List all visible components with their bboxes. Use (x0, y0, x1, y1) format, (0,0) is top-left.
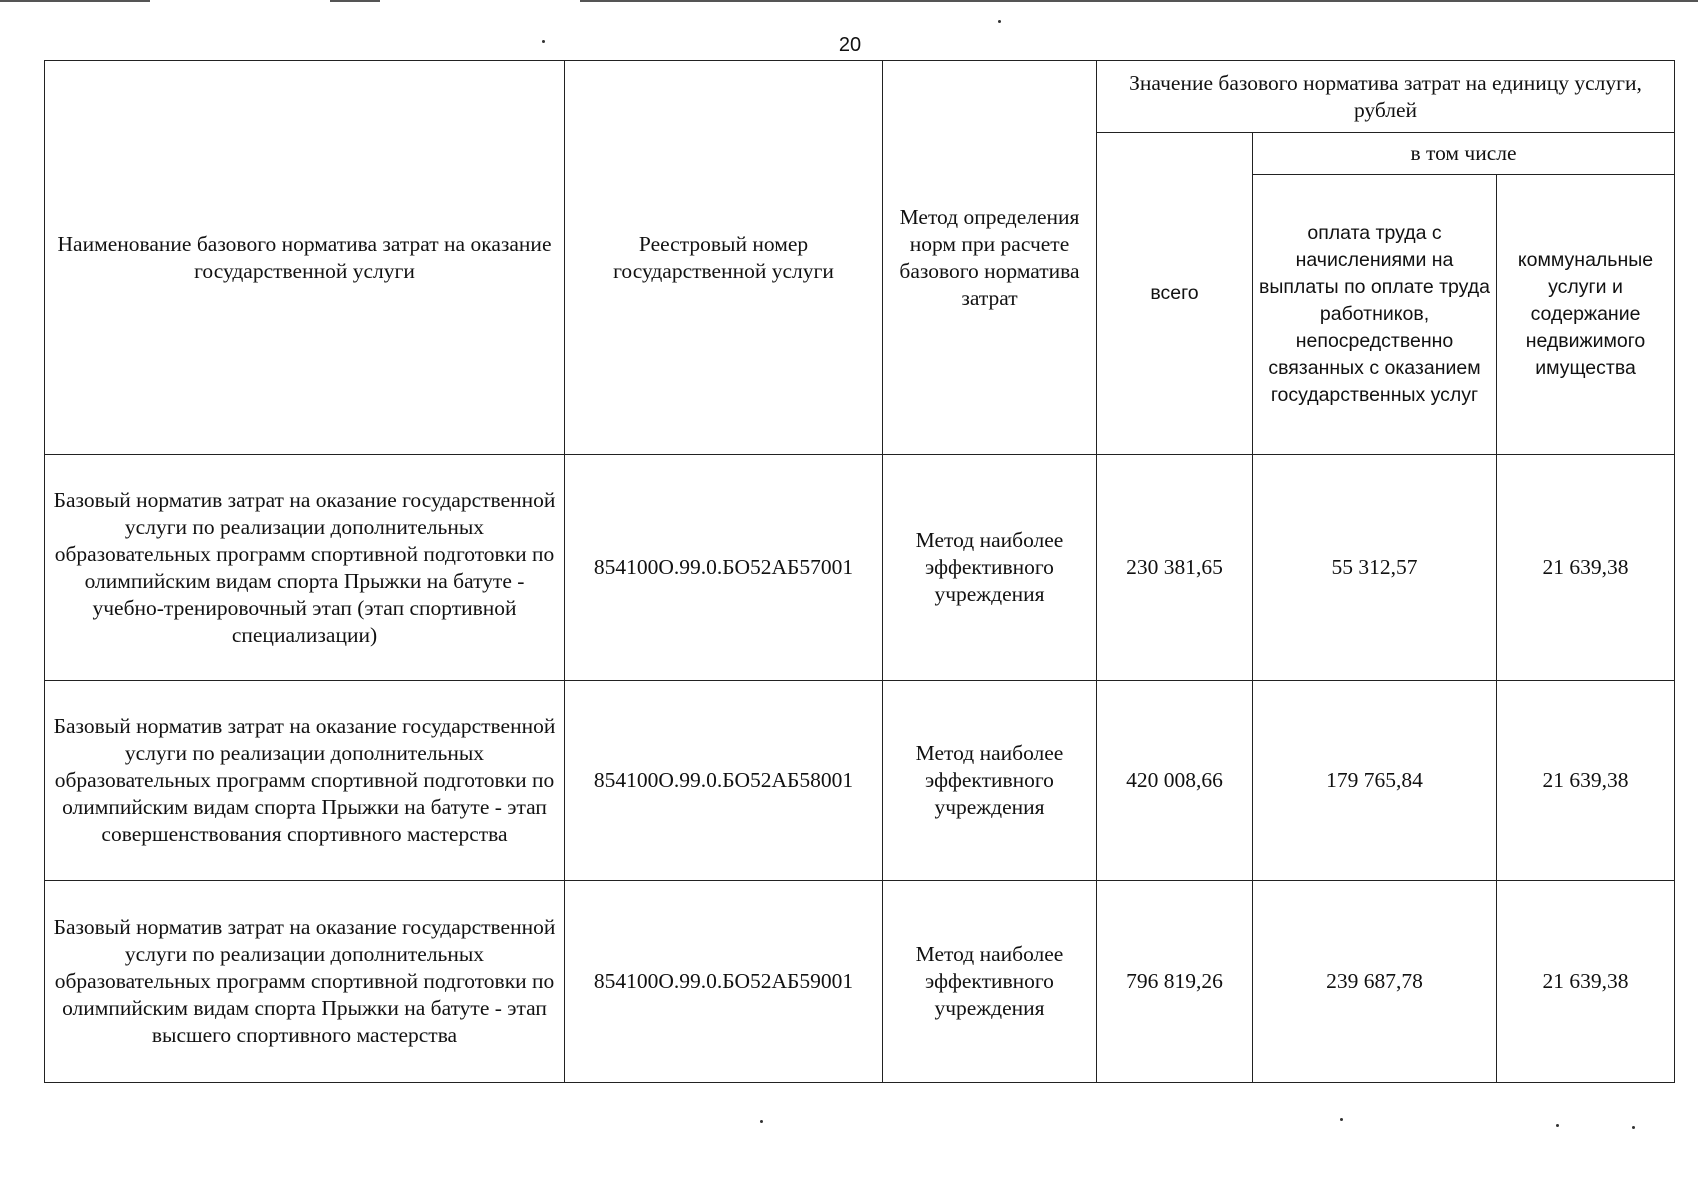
scan-speck (998, 20, 1001, 23)
scan-speck (760, 1120, 763, 1123)
table-row (45, 881, 1675, 1083)
cell-method: Метод наиболее эффективного учреждения (883, 681, 1097, 881)
scan-speck (542, 40, 545, 43)
scan-speck (1556, 1124, 1559, 1127)
scan-edge-line (0, 0, 150, 2)
header-method: Метод определения норм при расчете базового норматива затрат (883, 61, 1097, 455)
header-utilities: коммунальные услуги и содержание недвижимого имущества (1497, 175, 1675, 455)
header-registry: Реестровый номер государственной услуги (565, 61, 883, 455)
header-value-group: Значение базового норматива затрат на единицу услуги, рублей (1097, 61, 1675, 133)
cell-name: Базовый норматив затрат на оказание государственной услуги по реализации дополнительных образовательных программ спортивной подготовки по олимпийским видам спорта Прыжки на батуте - учебно-тренировочный этап (этап спортивной специализации) (45, 455, 565, 681)
cell-method: Метод наиболее эффективного учреждения (883, 455, 1097, 681)
scan-speck (1340, 1118, 1343, 1121)
cell-name: Базовый норматив затрат на оказание государственной услуги по реализации дополнительных образовательных программ спортивной подготовки по олимпийским видам спорта Прыжки на батуте - этап совершенствования спортивного мастерства (45, 681, 565, 881)
cell-total: 230 381,65 (1097, 455, 1253, 681)
cell-utilities: 21 639,38 (1497, 881, 1675, 1083)
cell-total: 420 008,66 (1097, 681, 1253, 881)
cell-labor: 239 687,78 (1253, 881, 1497, 1083)
cell-labor: 179 765,84 (1253, 681, 1497, 881)
header-total: всего (1097, 133, 1253, 455)
cell-total: 796 819,26 (1097, 881, 1253, 1083)
cell-method: Метод наиболее эффективного учреждения (883, 881, 1097, 1083)
cell-registry: 854100О.99.0.БО52АБ57001 (565, 455, 883, 681)
header-row (45, 61, 1675, 133)
cell-registry: 854100О.99.0.БО52АБ59001 (565, 881, 883, 1083)
cell-utilities: 21 639,38 (1497, 681, 1675, 881)
scan-edge-line (330, 0, 380, 2)
scan-speck (1632, 1126, 1635, 1129)
header-labor: оплата труда с начислениями на выплаты по оплате труда работников, непосредственно связанных с оказанием государственных услуг (1253, 175, 1497, 455)
cell-utilities: 21 639,38 (1497, 455, 1675, 681)
page-number: 20 (838, 34, 862, 56)
cell-registry: 854100О.99.0.БО52АБ58001 (565, 681, 883, 881)
table-row (45, 455, 1675, 681)
cell-labor: 55 312,57 (1253, 455, 1497, 681)
header-name: Наименование базового норматива затрат на оказание государственной услуги (45, 61, 565, 455)
scan-edge-line (580, 0, 1698, 2)
cost-norms-table (44, 60, 1675, 1083)
table-row (45, 681, 1675, 881)
cell-name: Базовый норматив затрат на оказание государственной услуги по реализации дополнительных образовательных программ спортивной подготовки по олимпийским видам спорта Прыжки на батуте - этап высшего спортивного мастерства (45, 881, 565, 1083)
header-including: в том числе (1253, 133, 1675, 175)
